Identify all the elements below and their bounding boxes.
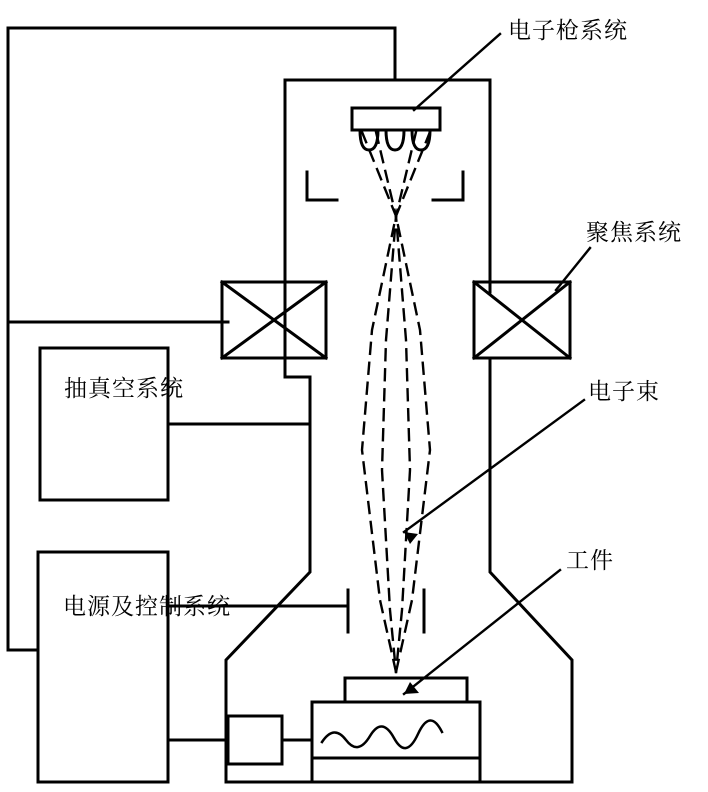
base-plate bbox=[312, 758, 480, 782]
filament-cathode-bar bbox=[352, 108, 440, 130]
molten-pool-wave bbox=[322, 720, 442, 748]
power-control-box bbox=[38, 552, 231, 782]
leader-electron-beam bbox=[404, 400, 584, 532]
control-wire-left bbox=[8, 28, 38, 650]
vacuum-wire-left bbox=[8, 28, 228, 322]
outer-top-wire bbox=[8, 28, 395, 80]
electron-beam-rays bbox=[362, 132, 430, 672]
block-label-power-control-system: 电源及控制系统 bbox=[63, 594, 231, 620]
callout-electron-gun-system: 电子枪系统 bbox=[508, 18, 628, 44]
callout-electron-beam: 电子束 bbox=[588, 379, 660, 405]
right-focus-coil-cross bbox=[474, 282, 570, 358]
anode-right-bracket bbox=[433, 172, 463, 200]
chamber-left-wall bbox=[226, 377, 482, 782]
callout-workpiece: 工件 bbox=[566, 548, 614, 574]
leader-electron-gun bbox=[414, 34, 500, 110]
leader-focusing-system bbox=[556, 248, 590, 290]
callout-focusing-system: 聚焦系统 bbox=[586, 220, 682, 246]
leader-workpiece bbox=[404, 570, 560, 694]
left-focus-coil-cross bbox=[222, 282, 326, 358]
worktable-drive-box bbox=[228, 716, 282, 764]
filament-coil-2 bbox=[386, 130, 404, 150]
anode-left-bracket bbox=[307, 172, 337, 200]
gun-chamber-right bbox=[285, 80, 490, 292]
block-label-vacuum-system: 抽真空系统 bbox=[64, 376, 184, 402]
weld-pool-box bbox=[312, 702, 480, 758]
